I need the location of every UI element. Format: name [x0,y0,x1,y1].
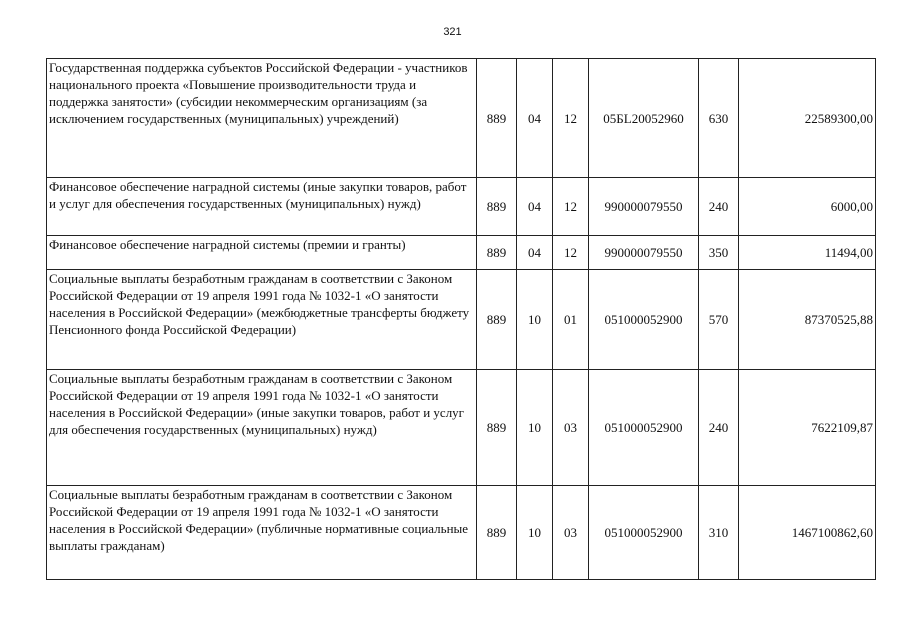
ministry-code: 889 [477,59,517,178]
budget-table [46,58,876,580]
subsection-code: 03 [553,370,589,486]
section-code: 04 [517,236,553,270]
subsection-code: 12 [553,178,589,236]
target-article-code: 990000079550 [589,236,699,270]
section-code: 04 [517,178,553,236]
table-row [47,370,876,486]
section-code: 10 [517,486,553,580]
page-number: 321 [443,26,462,38]
subsection-code: 12 [553,236,589,270]
target-article-code: 051000052900 [589,370,699,486]
expense-type-code: 240 [699,370,739,486]
amount: 22589300,00 [739,59,876,178]
table-row [47,270,876,370]
amount: 11494,00 [739,236,876,270]
table-row [47,178,876,236]
section-code: 10 [517,270,553,370]
amount: 6000,00 [739,178,876,236]
subsection-code: 01 [553,270,589,370]
ministry-code: 889 [477,236,517,270]
row-description: Социальные выплаты безработным гражданам в соответствии с Законом Российской Федерации от 19 апреля 1991 года № 1032-1 «О занятости населения в Российской Федерации» (публичные нормативные социальные выплаты гражданам) [47,486,477,580]
row-description: Социальные выплаты безработным гражданам в соответствии с Законом Российской Федерации от 19 апреля 1991 года № 1032-1 «О занятости населения в Российской Федерации» (межбюджетные трансферты бюджету Пенсионного фонда Российской Федерации) [47,270,477,370]
ministry-code: 889 [477,270,517,370]
section-code: 04 [517,59,553,178]
subsection-code: 03 [553,486,589,580]
expense-type-code: 310 [699,486,739,580]
row-description: Социальные выплаты безработным гражданам в соответствии с Законом Российской Федерации от 19 апреля 1991 года № 1032-1 «О занятости населения в Российской Федерации» (иные закупки товаров, работ и услуг для обеспечения государственных (муниципальных) нужд) [47,370,477,486]
amount: 1467100862,60 [739,486,876,580]
target-article-code: 051000052900 [589,270,699,370]
expense-type-code: 570 [699,270,739,370]
expense-type-code: 240 [699,178,739,236]
ministry-code: 889 [477,486,517,580]
amount: 7622109,87 [739,370,876,486]
table-row [47,236,876,270]
target-article-code: 990000079550 [589,178,699,236]
expense-type-code: 350 [699,236,739,270]
section-code: 10 [517,370,553,486]
amount: 87370525,88 [739,270,876,370]
expense-type-code: 630 [699,59,739,178]
target-article-code: 05БL20052960 [589,59,699,178]
row-description: Государственная поддержка субъектов Российской Федерации - участников национального проекта «Повышение производительности труда и поддержка занятости» (субсидии некоммерческим организациям (за исключением государственных (муниципальных) учреждений) [47,59,477,178]
subsection-code: 12 [553,59,589,178]
table-row [47,486,876,580]
ministry-code: 889 [477,178,517,236]
row-description: Финансовое обеспечение наградной системы (иные закупки товаров, работ и услуг для обеспечения государственных (муниципальных) нужд) [47,178,477,236]
row-description: Финансовое обеспечение наградной системы (премии и гранты) [47,236,477,270]
ministry-code: 889 [477,370,517,486]
table-row [47,59,876,178]
target-article-code: 051000052900 [589,486,699,580]
